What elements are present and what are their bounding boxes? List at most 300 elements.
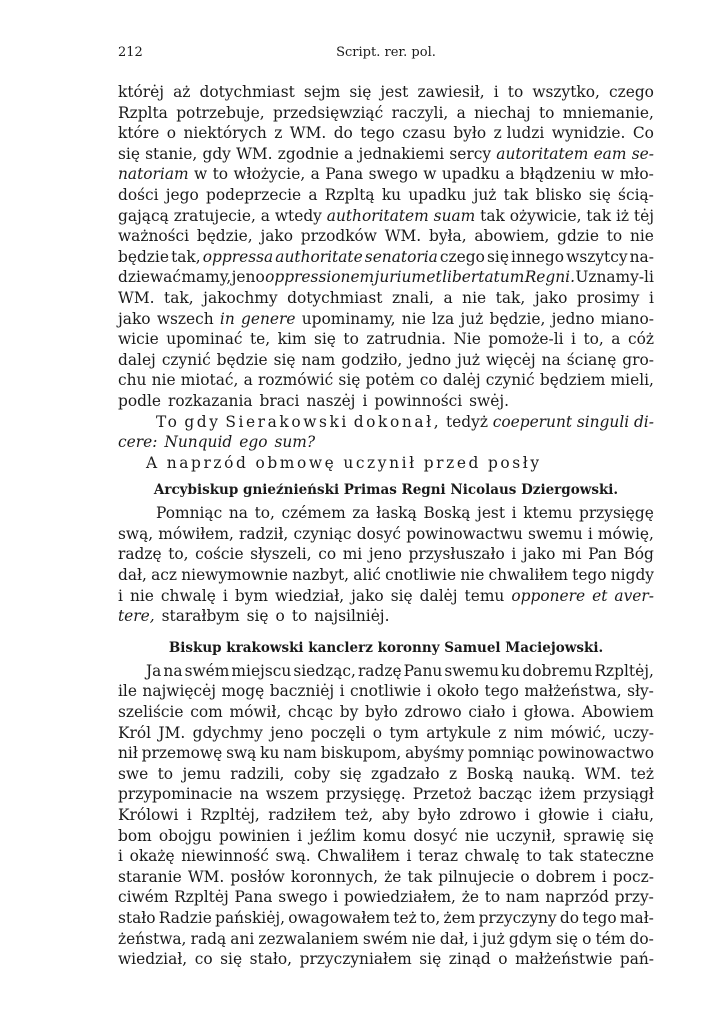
word: nauką.: [522, 764, 576, 783]
word: będzie,: [196, 227, 253, 246]
word: to: [526, 847, 542, 866]
word: naszėj: [306, 391, 356, 410]
text-line: [118, 267, 654, 288]
word: WM.: [187, 867, 225, 886]
text-line: [118, 524, 654, 545]
text-line: [118, 565, 654, 586]
word: uczy-: [613, 723, 654, 742]
word: Nunquid: [164, 433, 233, 452]
word: baczniėj: [269, 682, 335, 701]
word: dości: [118, 185, 159, 204]
word: ku: [501, 661, 521, 680]
word: z: [448, 764, 458, 783]
word: i: [406, 847, 412, 866]
word: a: [310, 165, 320, 184]
word: jedno: [408, 350, 452, 369]
word: upominamy,: [301, 309, 396, 328]
word: się: [313, 330, 336, 349]
word: koronnych,: [290, 867, 379, 886]
text-line: [118, 329, 654, 350]
word: zdrowo: [404, 703, 462, 722]
word: rozmówić: [257, 371, 334, 390]
word: radził,: [239, 524, 289, 543]
word: też: [393, 908, 417, 927]
text-line: [118, 826, 654, 847]
word: swemu: [444, 661, 500, 680]
word: swe: [118, 764, 149, 783]
word: chwaliłem: [488, 566, 568, 585]
word: żeństwa,: [118, 929, 187, 948]
text-line: [118, 144, 654, 165]
word: tere,: [118, 607, 155, 626]
body-text: [118, 82, 654, 970]
word: czasu: [402, 124, 446, 143]
word: acz: [151, 566, 178, 585]
word: mamy,: [181, 268, 232, 287]
word: temu: [464, 586, 505, 605]
word: to: [538, 103, 555, 122]
paragraph-maciejowski-speech: [118, 661, 654, 970]
word: mówić,: [550, 723, 607, 742]
word: już: [460, 309, 484, 328]
word: swą: [226, 744, 257, 763]
word: na: [163, 661, 183, 680]
word: senatoria: [364, 247, 438, 266]
text-line: [118, 544, 654, 565]
word: swego: [278, 888, 328, 907]
word: coby: [293, 764, 331, 783]
page-number: 212: [118, 45, 143, 60]
word: miotać,: [180, 371, 239, 390]
word: Rzpltėj,: [594, 661, 654, 680]
word: Królowi: [118, 806, 179, 824]
text-line: [118, 247, 654, 268]
word: na-: [629, 247, 654, 266]
word: nazbyt,: [292, 566, 350, 585]
word: o: [275, 607, 285, 626]
word: rozkazania: [168, 391, 253, 410]
word: za: [352, 504, 370, 523]
word: będziem: [539, 371, 606, 390]
text-line: [118, 606, 654, 627]
word: tak: [548, 847, 574, 866]
word: zezwalaniem: [258, 929, 359, 948]
word: to: [606, 227, 623, 246]
word: jednakiemi: [358, 144, 445, 163]
word: tego: [572, 566, 607, 585]
word: się: [273, 350, 296, 369]
word: chu: [118, 371, 147, 390]
word: mał-: [619, 908, 654, 927]
word: znali,: [391, 288, 434, 307]
word: wszytcy: [566, 247, 628, 266]
word: swą,: [118, 524, 154, 543]
text-line: [118, 350, 654, 371]
word: jeno: [270, 723, 304, 742]
word: głowa.: [523, 703, 576, 722]
word: się: [118, 144, 140, 163]
word: i: [511, 504, 517, 523]
word: w: [601, 165, 615, 184]
word: abowiem,: [474, 227, 550, 246]
word: gro-: [622, 350, 654, 369]
word: komu: [363, 826, 407, 845]
word: gdychmy: [192, 723, 263, 742]
word: wtedy: [274, 206, 322, 225]
word: autoritatem: [496, 144, 589, 163]
word: iżem: [539, 785, 576, 804]
word: bacząc: [478, 785, 533, 804]
word: też: [630, 764, 654, 783]
word: się: [339, 764, 362, 783]
word: ku: [260, 744, 280, 763]
word: WM.: [289, 124, 327, 143]
word: to: [507, 83, 524, 101]
word: dał,: [118, 566, 147, 585]
word: to,: [254, 504, 275, 523]
word: jeno: [368, 545, 402, 564]
word: Pan: [588, 545, 617, 564]
word: poczęli: [310, 723, 366, 742]
word: dobrem: [535, 867, 596, 886]
word: upadku: [441, 165, 500, 184]
word: Regni.: [524, 268, 575, 287]
word: niechaj: [474, 103, 531, 122]
word: a: [243, 371, 253, 390]
text-line: [118, 432, 654, 453]
word: Abowiem: [581, 703, 654, 722]
word: cere:: [118, 433, 158, 452]
text-line: [118, 123, 654, 144]
text-line: [118, 887, 654, 908]
word: blisko: [535, 185, 582, 204]
word: nam: [283, 744, 317, 763]
word: mówił,: [229, 703, 282, 722]
word: tėj: [633, 206, 654, 225]
word: jako: [260, 227, 293, 246]
word: przedsięwziąć: [272, 103, 384, 122]
word: przemowę: [141, 744, 223, 763]
word: wicie: [118, 330, 159, 349]
word: do-: [629, 929, 654, 948]
text-line: [118, 743, 654, 764]
word: co: [194, 950, 213, 969]
word: WM.: [236, 144, 273, 163]
text-line: [118, 164, 654, 185]
word: do: [559, 908, 579, 927]
word: abyśmy: [405, 744, 464, 763]
word: nigdy: [610, 566, 654, 585]
word: Boską: [423, 504, 471, 523]
text-line: [118, 846, 654, 867]
word: dobremu: [522, 661, 593, 680]
word: tak,: [164, 288, 194, 307]
word: pocz-: [612, 867, 654, 886]
word: wszytko,: [532, 83, 600, 101]
word: co: [318, 545, 337, 564]
word: nił: [118, 744, 138, 763]
word: nie: [401, 309, 426, 328]
word: tym: [389, 723, 419, 742]
word: tak,: [495, 288, 526, 307]
word: to,: [168, 545, 189, 564]
word: Nie: [453, 330, 481, 349]
text-line: [118, 226, 654, 247]
word: authoritate: [275, 247, 363, 266]
word: zatrudnia.: [366, 330, 446, 349]
word: się: [631, 826, 654, 845]
word: by: [339, 703, 359, 722]
word: dziewać: [118, 268, 181, 287]
word: przysłuszało: [408, 545, 505, 564]
word: Radzie: [158, 908, 212, 927]
word: ciało: [468, 703, 506, 722]
word: ego: [239, 433, 268, 452]
word: łaską: [376, 504, 417, 523]
word: chwalę: [464, 847, 520, 866]
text-line: [118, 309, 654, 330]
running-title: Script. rer. pol.: [336, 45, 436, 60]
word: powinności: [374, 391, 463, 410]
word: o: [372, 723, 383, 742]
word: godziło,: [341, 350, 403, 369]
word: mówiłem,: [158, 524, 234, 543]
word: mieli,: [610, 371, 654, 390]
word: swemu: [527, 524, 583, 543]
word: i: [598, 806, 603, 824]
word: pań-: [619, 950, 654, 969]
word: WM.: [384, 227, 422, 246]
word: że: [384, 867, 402, 886]
word: i: [524, 806, 530, 824]
word: Sierakowski: [225, 412, 349, 431]
word: czémem: [281, 504, 346, 523]
word: Rzpltą: [324, 185, 375, 204]
word: swėj.: [469, 391, 510, 410]
word: tak: [586, 206, 612, 225]
word: było: [453, 124, 487, 143]
word: Uznamy-li: [575, 268, 654, 287]
word: najsilniėj.: [314, 607, 390, 626]
word: wszem: [265, 785, 319, 804]
word: a: [443, 288, 453, 307]
word: zgodnie: [277, 144, 339, 163]
word: nie: [464, 826, 489, 845]
word: gdym: [508, 929, 552, 948]
word: że: [461, 888, 479, 907]
word: dotychmiast: [287, 288, 383, 307]
word: nie: [460, 566, 485, 585]
word: się: [220, 950, 243, 969]
word: in: [219, 309, 235, 328]
word: i: [426, 682, 432, 701]
word: coście: [195, 545, 244, 564]
word: stało: [118, 908, 156, 927]
word: upadku: [408, 185, 467, 204]
word: w: [423, 165, 437, 184]
word: Przetoż: [412, 785, 472, 804]
word: ktemu: [523, 504, 573, 523]
word: i: [571, 330, 576, 349]
word: A: [146, 453, 160, 472]
word: żem: [443, 908, 476, 927]
text-line: [118, 370, 654, 391]
word: obojgu: [158, 826, 212, 845]
word: jako: [351, 586, 384, 605]
word: braci: [259, 391, 300, 410]
word: jemu: [182, 764, 221, 783]
text-line: [118, 949, 654, 970]
word: upominać: [166, 330, 243, 349]
word: to: [343, 330, 359, 349]
word: zratujecie,: [173, 206, 256, 225]
word: przyczyniałem: [299, 950, 412, 969]
word: ani: [230, 929, 255, 948]
word: o: [498, 950, 508, 969]
word: tego: [360, 124, 395, 143]
word: siedząc,: [293, 661, 356, 680]
word: Ja: [146, 661, 162, 680]
word: ciału,: [611, 806, 654, 824]
word: mło-: [619, 165, 654, 184]
word: czynić: [161, 350, 211, 369]
word: włożycie,: [233, 165, 306, 184]
text-line: [118, 908, 654, 929]
word: i: [222, 586, 228, 605]
word: mi: [562, 545, 582, 564]
word: to: [291, 607, 308, 626]
word: i: [472, 929, 478, 948]
word: powinowactwu: [406, 524, 523, 543]
word: się: [390, 586, 413, 605]
word: i: [297, 826, 303, 845]
word: zdrowo: [459, 806, 517, 824]
text-line: [118, 929, 654, 950]
word: ścianę: [566, 350, 617, 369]
word: przysięgę: [578, 504, 654, 523]
word: tedyż: [445, 412, 488, 431]
word: authoritatem: [326, 206, 429, 225]
word: eam: [593, 144, 627, 163]
word: suam: [433, 206, 476, 225]
word: słyszeli,: [250, 545, 312, 564]
word: błądzeniu: [519, 165, 596, 184]
word: wszech: [156, 309, 214, 328]
word: się: [338, 371, 361, 390]
word: Boską: [466, 764, 514, 783]
word: innego: [511, 247, 565, 266]
word: okażę: [129, 847, 175, 866]
word: się: [419, 950, 442, 969]
word: małżeństwa,: [524, 682, 622, 701]
text-line: [118, 185, 654, 206]
word: powiedziałem,: [343, 888, 456, 907]
word: uczynił: [343, 453, 417, 472]
word: a: [344, 144, 354, 163]
word: Rzpltėj: [174, 888, 229, 907]
paragraph-group-senate: [118, 82, 654, 473]
text-line: [118, 82, 654, 103]
word: aż: [173, 83, 191, 101]
word: przyczyny: [478, 908, 557, 927]
word: tém: [595, 929, 626, 948]
word: niewinność: [181, 847, 269, 866]
word: iż: [615, 206, 630, 225]
word: prosimy: [576, 288, 640, 307]
word: z ludzi: [493, 124, 545, 143]
word: To: [156, 412, 180, 431]
word: to: [157, 764, 174, 783]
word: i: [511, 545, 517, 564]
word: swego: [368, 165, 418, 184]
word: chwalę: [160, 586, 216, 605]
word: pomniąc: [467, 744, 535, 763]
word: sercy: [449, 144, 492, 163]
word: powinien: [219, 826, 291, 845]
word: owagowałem: [288, 908, 391, 927]
word: jest: [477, 504, 506, 523]
word: będzie: [216, 350, 268, 369]
word: przysiągł: [583, 785, 654, 804]
word: gdy: [202, 144, 231, 163]
word: nam: [505, 888, 540, 907]
word: będzie,: [489, 309, 546, 328]
word: zgadzało: [371, 764, 440, 783]
word: ścią-: [618, 185, 654, 204]
word: czyniąc: [293, 524, 352, 543]
word: się: [588, 185, 611, 204]
word: potrzebuje,: [176, 103, 265, 122]
word: cnotliwie: [350, 682, 422, 701]
text-line: [118, 723, 654, 744]
text-line: [118, 681, 654, 702]
word: miejscu: [231, 661, 292, 680]
word: Rzpltėj,: [200, 806, 260, 824]
text-line: [118, 206, 654, 227]
word: jako: [534, 288, 568, 307]
word: dotychmiast: [199, 83, 295, 101]
word: jako: [118, 309, 151, 328]
word: mniemanie,: [562, 103, 654, 122]
word: raczyli,: [391, 103, 449, 122]
word: lza: [432, 309, 455, 328]
paragraph-dziergowski-speech: [118, 503, 654, 627]
word: głowie: [538, 806, 590, 824]
word: stanie,: [145, 144, 198, 163]
word: na: [541, 350, 561, 369]
word: Panu: [403, 661, 443, 680]
text-line: [118, 764, 654, 785]
word: oppressa: [202, 247, 274, 266]
word: gającą: [118, 206, 169, 225]
word: radzili,: [230, 764, 285, 783]
word: będzie: [118, 247, 169, 266]
word: dalėj: [442, 371, 481, 390]
word: przy-: [614, 888, 654, 907]
word: tak: [480, 206, 505, 225]
word: przysięgę.: [325, 785, 406, 804]
word: i: [333, 888, 339, 907]
word: Co: [632, 124, 654, 143]
word: przodków: [300, 227, 377, 246]
word: szeliście: [118, 703, 184, 722]
speaker-heading-dziergowski: Arcybiskup gnieźnieński Primas Regni Nicolaus Dziergowski.: [153, 482, 619, 499]
word: pańskiėj,: [215, 908, 285, 927]
word: ożywicie,: [509, 206, 582, 225]
word: dosyć: [356, 524, 402, 543]
word: stateczne: [579, 847, 654, 866]
word: et: [426, 268, 442, 287]
